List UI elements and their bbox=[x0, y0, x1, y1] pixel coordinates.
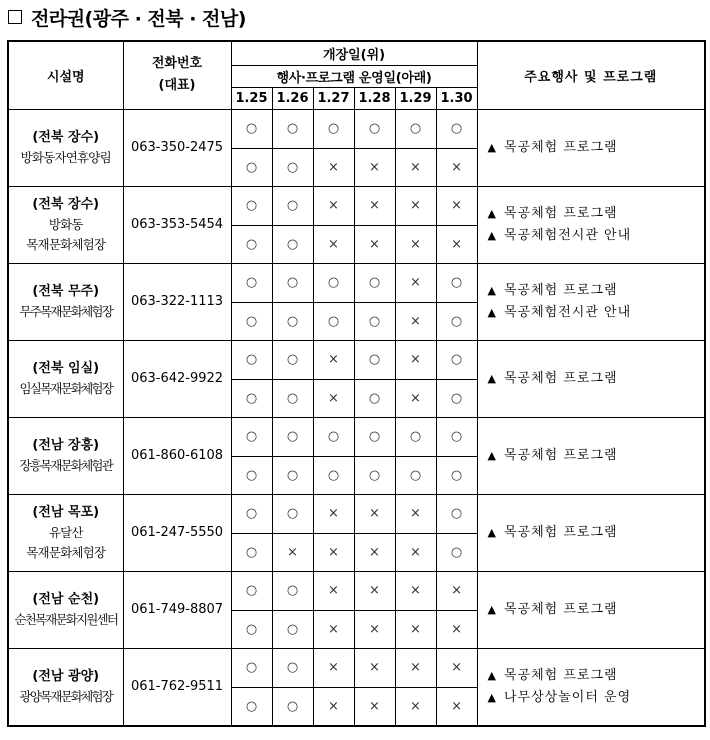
program-day-mark: × bbox=[354, 533, 395, 571]
open-day-mark: ○ bbox=[436, 417, 477, 456]
triangle-bullet-icon: ▲ bbox=[487, 690, 496, 704]
facility-region: (전북 임실) bbox=[32, 360, 100, 376]
facility-cell bbox=[8, 417, 123, 494]
header-facility: 시설명 bbox=[8, 41, 123, 109]
program-day-mark: × bbox=[313, 533, 354, 571]
phone-number: 063-322-1113 bbox=[123, 263, 231, 340]
program-day-mark: ○ bbox=[272, 379, 313, 417]
open-day-mark: ○ bbox=[231, 417, 272, 456]
open-day-mark: ○ bbox=[272, 494, 313, 533]
open-day-mark: ○ bbox=[231, 186, 272, 225]
program-item-text: 목공체험 프로그램 bbox=[504, 667, 618, 683]
program-item-text: 목공체험 프로그램 bbox=[504, 282, 618, 298]
program-day-mark: ○ bbox=[231, 687, 272, 726]
program-day-mark: ○ bbox=[354, 302, 395, 340]
header-phone-line2: (대표) bbox=[158, 78, 196, 94]
program-day-mark: × bbox=[395, 148, 436, 186]
program-day-mark: ○ bbox=[354, 379, 395, 417]
open-day-mark: ○ bbox=[313, 417, 354, 456]
program-day-mark: ○ bbox=[272, 148, 313, 186]
open-day-mark: ○ bbox=[436, 494, 477, 533]
phone-number: 061-749-8807 bbox=[123, 571, 231, 648]
program-item bbox=[488, 599, 705, 621]
program-list bbox=[477, 340, 705, 417]
open-day-mark: ○ bbox=[272, 571, 313, 610]
program-item bbox=[488, 665, 705, 687]
program-day-mark: × bbox=[313, 610, 354, 648]
open-day-mark: × bbox=[395, 340, 436, 379]
program-day-mark: ○ bbox=[395, 456, 436, 494]
facility-cell bbox=[8, 340, 123, 417]
program-day-mark: × bbox=[395, 225, 436, 263]
facility-name: 방화동 bbox=[48, 216, 83, 232]
triangle-bullet-icon: ▲ bbox=[487, 206, 496, 220]
header-open-days: 개장일(위) bbox=[231, 41, 477, 65]
program-item bbox=[488, 687, 705, 709]
facility-name: 임실목재문화체험장 bbox=[19, 380, 112, 396]
triangle-bullet-icon: ▲ bbox=[487, 228, 496, 242]
program-day-mark: × bbox=[395, 302, 436, 340]
program-day-mark: ○ bbox=[231, 533, 272, 571]
open-day-mark: ○ bbox=[272, 186, 313, 225]
open-day-mark: ○ bbox=[395, 417, 436, 456]
program-list bbox=[477, 571, 705, 648]
schedule-table bbox=[7, 40, 706, 727]
program-item-text: 목공체험 프로그램 bbox=[504, 447, 618, 463]
triangle-bullet-icon: ▲ bbox=[487, 525, 496, 539]
open-day-mark: ○ bbox=[436, 340, 477, 379]
program-day-mark: ○ bbox=[231, 456, 272, 494]
facility-name: 장흥목재문화체험관 bbox=[19, 457, 112, 473]
program-item-text: 목공체험 프로그램 bbox=[504, 601, 618, 617]
program-day-mark: × bbox=[272, 533, 313, 571]
program-item bbox=[488, 280, 705, 302]
program-day-mark: × bbox=[436, 148, 477, 186]
facility-name: 목재문화체험장 bbox=[26, 236, 106, 252]
phone-number: 061-247-5550 bbox=[123, 494, 231, 571]
triangle-bullet-icon: ▲ bbox=[487, 371, 496, 385]
program-day-mark: × bbox=[436, 610, 477, 648]
open-day-mark: × bbox=[436, 648, 477, 687]
facility-cell bbox=[8, 186, 123, 263]
program-day-mark: ○ bbox=[272, 456, 313, 494]
header-date-1: 1.25 bbox=[231, 87, 272, 109]
program-list bbox=[477, 186, 705, 263]
program-day-mark: × bbox=[313, 225, 354, 263]
open-day-mark: ○ bbox=[272, 109, 313, 148]
triangle-bullet-icon: ▲ bbox=[487, 283, 496, 297]
open-day-mark: × bbox=[395, 186, 436, 225]
program-item bbox=[488, 225, 705, 247]
program-day-mark: × bbox=[436, 225, 477, 263]
open-day-mark: ○ bbox=[395, 109, 436, 148]
phone-number: 063-642-9922 bbox=[123, 340, 231, 417]
open-day-mark: × bbox=[354, 571, 395, 610]
facility-region: (전남 순천) bbox=[32, 591, 100, 607]
open-day-mark: ○ bbox=[354, 263, 395, 302]
open-day-mark: × bbox=[313, 494, 354, 533]
open-day-mark: ○ bbox=[354, 109, 395, 148]
facility-name: 광양목재문화체험장 bbox=[19, 688, 112, 704]
triangle-bullet-icon: ▲ bbox=[487, 602, 496, 616]
checkbox-square-icon bbox=[8, 10, 22, 24]
open-day-mark: ○ bbox=[272, 263, 313, 302]
facility-name: 방화동자연휴양림 bbox=[20, 149, 111, 165]
program-day-mark: ○ bbox=[354, 456, 395, 494]
open-day-mark: ○ bbox=[231, 571, 272, 610]
program-day-mark: ○ bbox=[436, 456, 477, 494]
open-day-mark: ○ bbox=[272, 417, 313, 456]
program-day-mark: ○ bbox=[231, 148, 272, 186]
program-day-mark: ○ bbox=[231, 225, 272, 263]
triangle-bullet-icon: ▲ bbox=[487, 448, 496, 462]
header-phone bbox=[123, 41, 231, 109]
program-day-mark: ○ bbox=[436, 533, 477, 571]
open-day-mark: × bbox=[395, 263, 436, 302]
open-day-mark: × bbox=[313, 340, 354, 379]
open-day-mark: ○ bbox=[436, 109, 477, 148]
facility-region: (전북 장수) bbox=[32, 196, 100, 212]
open-day-mark: × bbox=[354, 186, 395, 225]
open-day-mark: × bbox=[436, 186, 477, 225]
open-day-mark: × bbox=[395, 494, 436, 533]
program-item-text: 목공체험전시관 안내 bbox=[504, 304, 632, 320]
header-programs: 주요행사 및 프로그램 bbox=[477, 41, 705, 109]
triangle-bullet-icon: ▲ bbox=[487, 140, 496, 154]
facility-name: 무주목재문화체험장 bbox=[19, 303, 112, 319]
facility-cell bbox=[8, 109, 123, 186]
open-day-mark: ○ bbox=[272, 340, 313, 379]
header-program-days: 행사·프로그램 운영일(아래) bbox=[231, 65, 477, 87]
open-day-mark: × bbox=[313, 648, 354, 687]
program-day-mark: × bbox=[354, 610, 395, 648]
open-day-mark: × bbox=[436, 571, 477, 610]
program-day-mark: × bbox=[354, 148, 395, 186]
facility-name: 유달산 bbox=[48, 524, 83, 540]
program-day-mark: × bbox=[313, 687, 354, 726]
header-date-6: 1.30 bbox=[436, 87, 477, 109]
header-phone-line1: 전화번호 bbox=[151, 56, 203, 72]
program-day-mark: × bbox=[354, 225, 395, 263]
open-day-mark: ○ bbox=[354, 340, 395, 379]
triangle-bullet-icon: ▲ bbox=[487, 668, 496, 682]
section-heading bbox=[8, 4, 246, 30]
facility-region: (전남 장흥) bbox=[32, 437, 100, 453]
facility-cell bbox=[8, 571, 123, 648]
open-day-mark: × bbox=[313, 186, 354, 225]
program-item bbox=[488, 203, 705, 225]
program-item bbox=[488, 302, 705, 324]
phone-number: 061-860-6108 bbox=[123, 417, 231, 494]
program-day-mark: ○ bbox=[313, 302, 354, 340]
header-date-2: 1.26 bbox=[272, 87, 313, 109]
open-day-mark: × bbox=[395, 648, 436, 687]
program-day-mark: ○ bbox=[231, 379, 272, 417]
open-day-mark: ○ bbox=[313, 109, 354, 148]
program-list bbox=[477, 494, 705, 571]
program-list bbox=[477, 417, 705, 494]
open-day-mark: × bbox=[354, 648, 395, 687]
program-day-mark: × bbox=[395, 610, 436, 648]
program-list bbox=[477, 263, 705, 340]
open-day-mark: × bbox=[354, 494, 395, 533]
program-day-mark: ○ bbox=[436, 379, 477, 417]
open-day-mark: ○ bbox=[436, 263, 477, 302]
open-day-mark: ○ bbox=[231, 109, 272, 148]
open-day-mark: ○ bbox=[272, 648, 313, 687]
facility-cell bbox=[8, 263, 123, 340]
program-item-text: 나무상상놀이터 운영 bbox=[504, 689, 632, 705]
open-day-mark: × bbox=[313, 571, 354, 610]
program-day-mark: ○ bbox=[231, 302, 272, 340]
program-day-mark: ○ bbox=[272, 610, 313, 648]
program-list bbox=[477, 109, 705, 186]
open-day-mark: ○ bbox=[231, 263, 272, 302]
program-item-text: 목공체험전시관 안내 bbox=[504, 227, 632, 243]
open-day-mark: ○ bbox=[231, 494, 272, 533]
facility-cell bbox=[8, 494, 123, 571]
program-day-mark: × bbox=[313, 148, 354, 186]
program-day-mark: ○ bbox=[272, 225, 313, 263]
program-list bbox=[477, 648, 705, 726]
program-day-mark: ○ bbox=[436, 302, 477, 340]
open-day-mark: ○ bbox=[313, 263, 354, 302]
program-item bbox=[488, 445, 705, 467]
facility-region: (전남 목포) bbox=[32, 504, 100, 520]
facility-name: 순천목재문화지원센터 bbox=[14, 611, 118, 627]
header-date-5: 1.29 bbox=[395, 87, 436, 109]
section-heading-text: 전라권(광주 · 전북 · 전남) bbox=[31, 7, 246, 30]
program-item bbox=[488, 368, 705, 390]
program-item bbox=[488, 522, 705, 544]
program-day-mark: ○ bbox=[272, 687, 313, 726]
program-day-mark: ○ bbox=[272, 302, 313, 340]
program-item-text: 목공체험 프로그램 bbox=[504, 524, 618, 540]
facility-region: (전북 장수) bbox=[32, 129, 100, 145]
program-item bbox=[488, 137, 705, 159]
program-day-mark: ○ bbox=[231, 610, 272, 648]
program-day-mark: × bbox=[354, 687, 395, 726]
header-date-3: 1.27 bbox=[313, 87, 354, 109]
open-day-mark: ○ bbox=[231, 340, 272, 379]
facility-cell bbox=[8, 648, 123, 726]
facility-region: (전남 광양) bbox=[32, 668, 100, 684]
program-day-mark: ○ bbox=[313, 456, 354, 494]
header-date-4: 1.28 bbox=[354, 87, 395, 109]
phone-number: 061-762-9511 bbox=[123, 648, 231, 726]
program-day-mark: × bbox=[313, 379, 354, 417]
program-day-mark: × bbox=[395, 379, 436, 417]
program-item-text: 목공체험 프로그램 bbox=[504, 205, 618, 221]
program-item-text: 목공체험 프로그램 bbox=[504, 370, 618, 386]
open-day-mark: ○ bbox=[354, 417, 395, 456]
program-item-text: 목공체험 프로그램 bbox=[504, 139, 618, 155]
phone-number: 063-353-5454 bbox=[123, 186, 231, 263]
phone-number: 063-350-2475 bbox=[123, 109, 231, 186]
facility-name: 목재문화체험장 bbox=[26, 544, 106, 560]
program-day-mark: × bbox=[395, 533, 436, 571]
open-day-mark: × bbox=[395, 571, 436, 610]
open-day-mark: ○ bbox=[231, 648, 272, 687]
facility-region: (전북 무주) bbox=[32, 283, 100, 299]
program-day-mark: × bbox=[395, 687, 436, 726]
triangle-bullet-icon: ▲ bbox=[487, 305, 496, 319]
program-day-mark: × bbox=[436, 687, 477, 726]
